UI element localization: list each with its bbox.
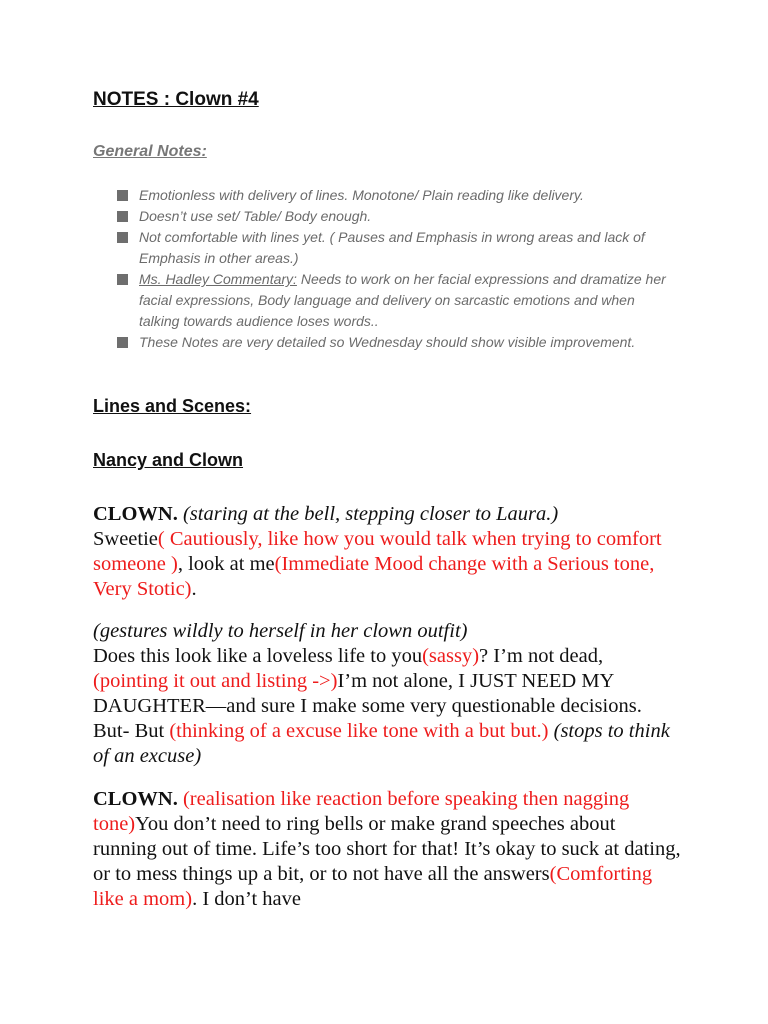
square-bullet-icon: [117, 274, 128, 285]
list-item: Ms. Hadley Commentary: Needs to work on her facial expressions and dramatize her facial expressions, Body language and delivery on sarcastic emotions and when talking towards audience loses words..: [117, 269, 677, 332]
speaker-name: CLOWN.: [93, 503, 178, 525]
general-notes-list: [117, 185, 677, 353]
speaker-name: CLOWN.: [93, 788, 178, 810]
list-item: Doesn’t use set/ Table/ Body enough.: [117, 206, 677, 227]
scene-heading: Nancy and Clown: [93, 450, 244, 470]
general-notes-heading: General Notes:: [93, 143, 207, 160]
script-paragraph-1: [93, 502, 683, 602]
acting-note: (pointing it out and listing ->): [93, 670, 338, 692]
dialogue-text: Does this look like a loveless life to you: [93, 645, 423, 667]
dialogue-text: ? I’m not dead,: [479, 645, 604, 667]
stage-direction: (gestures wildly to herself in her clown outfit): [93, 620, 468, 642]
list-item: Not comfortable with lines yet. ( Pauses and Emphasis in wrong areas and lack of Emphasis in other areas.): [117, 227, 677, 269]
dialogue-text: . I don’t have: [192, 888, 301, 910]
dialogue-text: I’m not alone, I JUST NEED MY DAUGHTER—and sure I make some very questionable decisions. But- But: [93, 670, 642, 742]
page-title: NOTES : Clown #4: [93, 89, 259, 110]
square-bullet-icon: [117, 211, 128, 222]
square-bullet-icon: [117, 337, 128, 348]
acting-note: ( Cautiously, like how you would talk when trying to comfort someone ): [93, 528, 662, 575]
lines-and-scenes-heading: Lines and Scenes:: [93, 396, 252, 416]
dialogue-text: .: [191, 578, 197, 600]
acting-note: (sassy): [422, 645, 480, 667]
list-item: Emotionless with delivery of lines. Monotone/ Plain reading like delivery.: [117, 185, 677, 206]
stage-direction: (staring at the bell, stepping closer to Laura.): [177, 503, 559, 525]
acting-note: (Comforting like a mom): [93, 863, 653, 910]
dialogue-text: You don’t need to ring bells or make grand speeches about running out of time. Life’s too short for that! It’s okay to suck at dating, or to mess things up a bit, or to not have all the answers: [93, 813, 681, 885]
commentary-label: Ms. Hadley Commentary:: [139, 271, 297, 287]
acting-note: (thinking of a excuse like tone with a but but.): [169, 720, 549, 742]
dialogue-text: , look at me: [177, 553, 275, 575]
square-bullet-icon: [117, 190, 128, 201]
script-paragraph-2: [93, 619, 683, 769]
square-bullet-icon: [117, 232, 128, 243]
acting-note: (realisation like reaction before speaking then nagging tone): [93, 788, 630, 835]
stage-direction: (stops to think of an excuse): [93, 720, 670, 767]
acting-note: (Immediate Mood change with a Serious tone, Very Stotic): [93, 553, 655, 600]
dialogue-text: Sweetie: [93, 528, 158, 550]
script-paragraph-3: [93, 787, 683, 912]
list-item: These Notes are very detailed so Wednesday should show visible improvement.: [117, 332, 677, 353]
